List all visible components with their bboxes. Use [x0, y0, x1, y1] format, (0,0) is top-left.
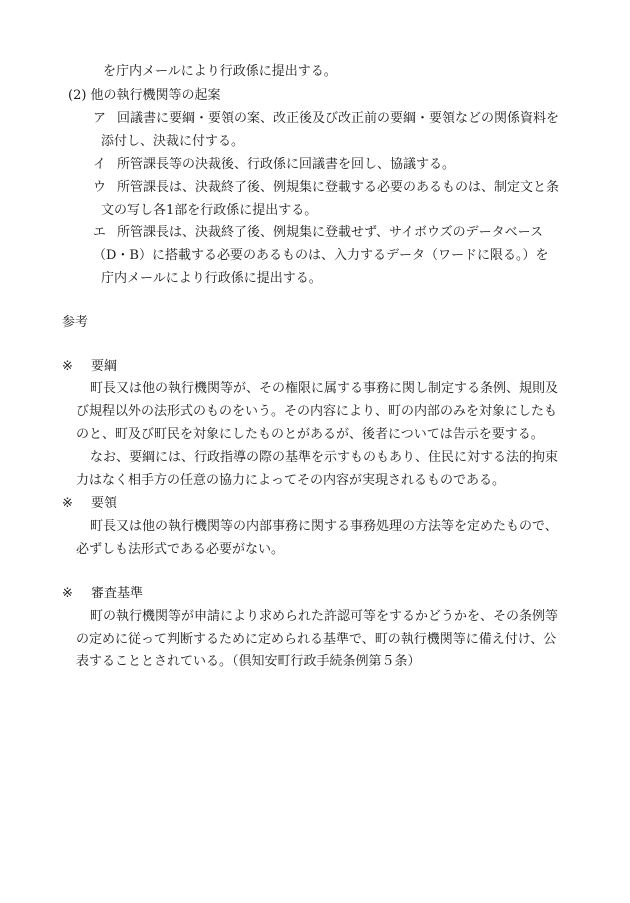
item-u-line-2: 文の写し各1部を行政係に提出する。: [101, 203, 318, 218]
note-3-p1-line-3: 表することとされている。（倶知安町行政手続条例第５条）: [76, 654, 421, 669]
note-1-p2-line-2: 力はなく相手方の任意の協力によってその内容が実現されるものである。: [76, 473, 506, 488]
note-1-title: 要綱: [91, 359, 118, 374]
note-1-p1-line-1: 町長又は他の執行機関等が、その権限に属する事務に関し制定する条例、規則及: [90, 381, 559, 396]
item-e-line-2: （D・B）に搭載する必要のあるものは、入力するデータ（ワードに限る。）を: [93, 248, 549, 263]
item-a-line-2: 添付し、決裁に付する。: [101, 134, 245, 149]
item-e-line-1: 所管課長は、決裁終了後、例規集に登載せず、サイボウズのデータベース: [117, 225, 544, 240]
note-3-p1-line-1: 町の執行機関等が申請により求められた許認可等をするかどうかを、その条例等: [90, 609, 559, 624]
note-3-p1-line-2: の定めに従って判断するために定められる基準で、町の執行機関等に備え付け、公: [76, 632, 557, 647]
note-2-p1-line-2: 必ずしも法形式である必要がない。: [76, 542, 285, 557]
note-2-p1-line-1: 町長又は他の執行機関等の内部事務に関する事務処理の方法等を定めたもので、: [90, 519, 558, 534]
note-1-p2-line-1: なお、要綱には、行政指導の際の基準を示すものもあり、住民に対する法的拘束: [90, 450, 559, 465]
note-3-title: 審査基準: [91, 586, 144, 601]
note-2-mark: ※: [62, 496, 73, 511]
continuation-line: を庁内メールにより行政係に提出する。: [103, 64, 337, 79]
note-2-title: 要領: [91, 496, 118, 511]
note-1-p1-line-3: のと、町及び町民を対象にしたものとがあるが、後者については告示を要する。: [76, 427, 544, 442]
item-i-marker: イ: [93, 157, 107, 172]
note-1-p1-line-2: び規程以外の法形式のものをいう。その内容により、町の内部のみを対象にしたも: [76, 404, 558, 419]
item-u-marker: ウ: [93, 180, 107, 195]
item-e-line-3: 庁内メールにより行政係に提出する。: [101, 271, 322, 286]
note-1-mark: ※: [62, 359, 73, 374]
item-a-line-1: 回議書に要綱・要領の案、改正後及び改正前の要綱・要領などの関係資料を: [117, 111, 560, 126]
reference-label: 参考: [62, 315, 89, 330]
note-3-mark: ※: [62, 586, 73, 601]
item-e-marker: エ: [93, 225, 107, 240]
item-i-line-1: 所管課長等の決裁後、行政係に回議書を回し、協議する。: [117, 157, 456, 172]
item-a-marker: ア: [93, 111, 107, 126]
item-u-line-1: 所管課長は、決裁終了後、例規集に登載する必要のあるものは、制定文と条: [117, 180, 560, 195]
section-2-heading: (2) 他の執行機関等の起案: [68, 88, 221, 103]
